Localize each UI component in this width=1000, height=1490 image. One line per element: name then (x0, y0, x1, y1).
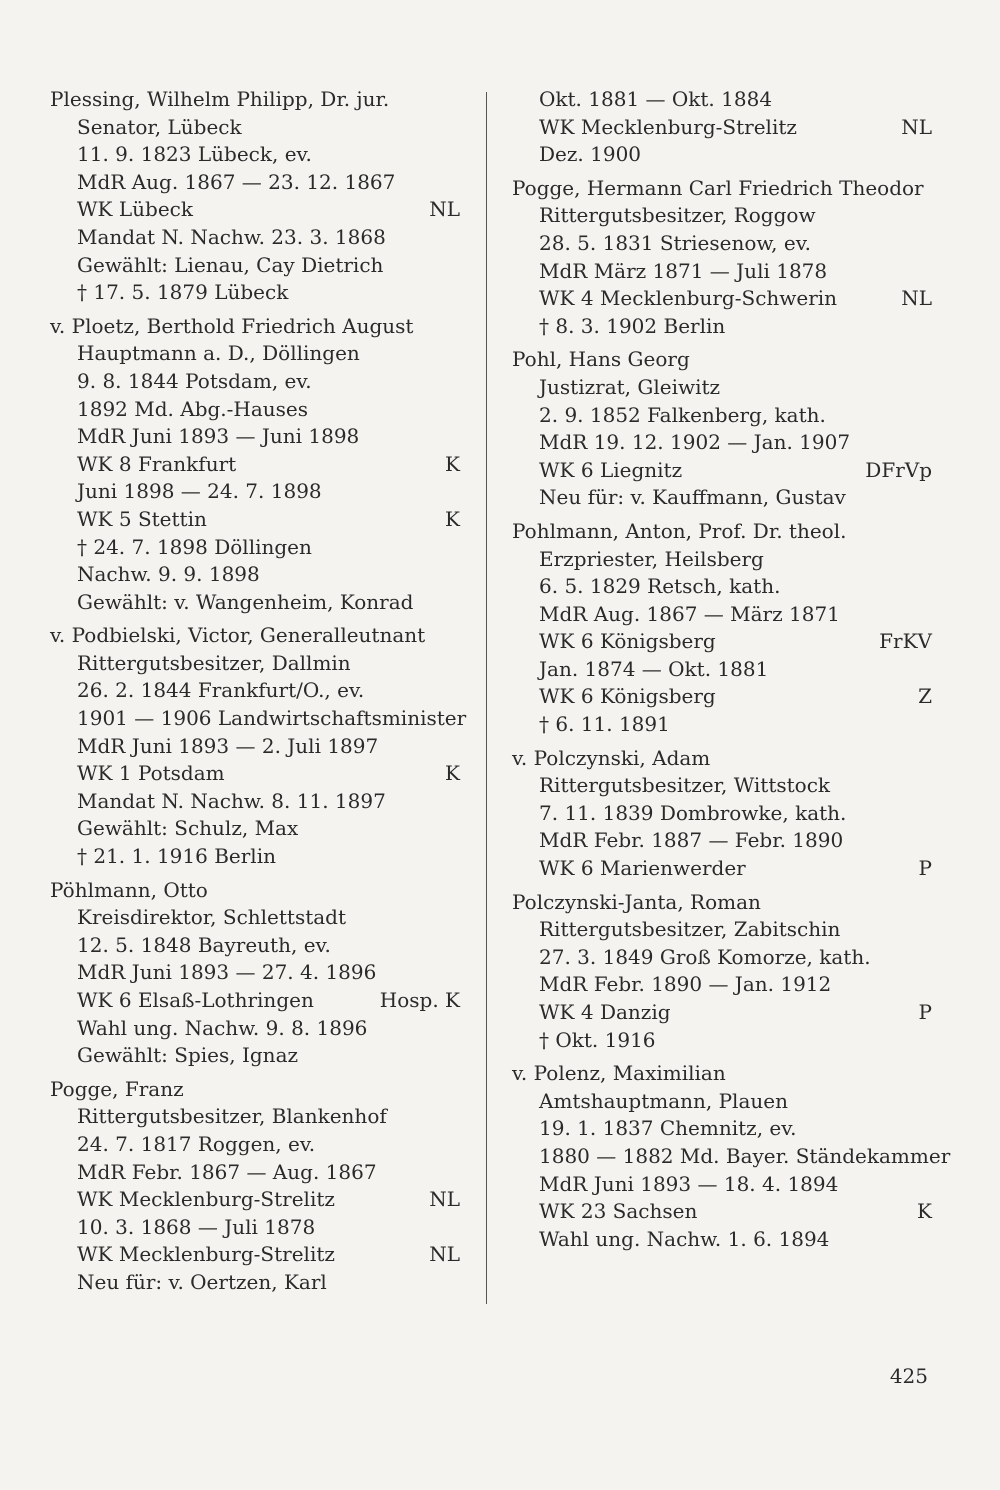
entry-line-text: MdR Juni 1893 — Juni 1898 (77, 424, 360, 449)
entry-line (50, 368, 460, 396)
entry-line-text: Gewählt: Schulz, Max (77, 816, 299, 841)
entry-line (50, 340, 460, 368)
entry-line-text: Gewählt: v. Wangenheim, Konrad (77, 589, 414, 614)
entry-line-text: Juni 1898 — 24. 7. 1898 (77, 479, 322, 504)
entry-line (50, 1186, 460, 1214)
party-label: K (445, 761, 460, 786)
entry-line-text: Wahl ung. Nachw. 1. 6. 1894 (539, 1226, 830, 1251)
entry-line-text: 11. 9. 1823 Lübeck, ev. (77, 142, 312, 167)
entry-line-text: MdR Juni 1893 — 27. 4. 1896 (77, 960, 377, 985)
entry-name-text: v. Polczynski, Adam (512, 745, 711, 770)
entry-line (50, 252, 460, 280)
entry-line-text: WK 6 Marienwerder (539, 856, 746, 881)
biography-entry (50, 622, 467, 870)
entry-line-text: 1892 Md. Abg.-Hauses (77, 396, 309, 421)
entry-line (512, 1226, 932, 1254)
entry-line-text: Erzpriester, Heilsberg (539, 546, 764, 571)
entry-line (512, 457, 932, 485)
entry-line-text: 2. 9. 1852 Falkenberg, kath. (539, 402, 826, 427)
entry-line-text: WK 6 Elsaß-Lothringen (77, 988, 314, 1012)
entry-line (50, 1241, 460, 1269)
entry-line (50, 760, 460, 788)
entry-line (512, 1143, 951, 1171)
entry-line-text: † Okt. 1916 (539, 1027, 656, 1052)
entry-name-text: Pöhlmann, Otto (50, 877, 208, 902)
entry-line-text: Senator, Lübeck (77, 114, 242, 139)
party-label: Z (918, 684, 932, 709)
entry-line (50, 114, 460, 142)
entry-line-text: Rittergutsbesitzer, Zabitschin (539, 917, 841, 942)
party-label: NL (901, 114, 932, 139)
entry-name-text: Polczynski-Janta, Roman (512, 889, 761, 914)
entry-line-text: Rittergutsbesitzer, Roggow (539, 203, 816, 228)
party-label: K (445, 506, 460, 531)
entry-line-text: MdR Febr. 1887 — Febr. 1890 (539, 828, 844, 853)
page-number: 425 (889, 1364, 928, 1388)
entry-line-text: MdR Juni 1893 — 2. Juli 1897 (77, 733, 379, 758)
party-label: NL (901, 286, 932, 311)
biography-entry (50, 877, 460, 1070)
entry-line-text: 12. 5. 1848 Bayreuth, ev. (77, 932, 331, 957)
entry-name (512, 346, 932, 374)
party-label: NL (429, 1187, 460, 1212)
entry-line-text: Wahl ung. Nachw. 9. 8. 1896 (77, 1015, 368, 1040)
entry-name (50, 86, 460, 114)
entry-line-text: WK Mecklenburg-Strelitz (77, 1242, 335, 1267)
entry-line (512, 916, 932, 944)
entry-line (512, 202, 932, 230)
entry-line-text: Rittergutsbesitzer, Dallmin (77, 650, 351, 675)
entry-name (512, 175, 932, 203)
entry-line-text: † 21. 1. 1916 Berlin (77, 844, 276, 869)
entry-line (512, 656, 932, 684)
entry-line (512, 86, 932, 114)
biography-entry (512, 745, 932, 883)
entry-line (512, 683, 932, 711)
entry-line (512, 1115, 932, 1143)
entry-line (50, 506, 460, 534)
entry-line (50, 1269, 460, 1297)
entry-line (50, 932, 460, 960)
entry-name (512, 1060, 932, 1088)
entry-line-text: MdR März 1871 — Juli 1878 (539, 258, 828, 283)
entry-name-text: Plessing, Wilhelm Philipp, Dr. jur. (50, 87, 390, 111)
column-divider (486, 92, 487, 1304)
entry-line (50, 196, 460, 224)
biography-entry (512, 889, 932, 1055)
entry-line (512, 800, 932, 828)
entry-line-text: Justizrat, Gleiwitz (539, 374, 721, 399)
entry-line-text: Dez. 1900 (539, 142, 642, 167)
entry-name-text: v. Podbielski, Victor, Generalleutnant (50, 623, 426, 648)
entry-line (512, 1171, 932, 1199)
biography-entry (50, 1076, 460, 1297)
entry-line-text: WK Lübeck (77, 197, 193, 222)
entry-line (50, 169, 460, 197)
entry-line-text: WK 4 Mecklenburg-Schwerin (539, 286, 838, 311)
entry-line (512, 230, 932, 258)
entry-line-text: WK 4 Danzig (539, 1000, 671, 1024)
entry-line-text: 7. 11. 1839 Dombrowke, kath. (539, 800, 847, 825)
entry-line-text: WK 23 Sachsen (539, 1199, 698, 1224)
entry-line (50, 733, 460, 761)
entry-name (50, 877, 460, 905)
entry-line (512, 285, 932, 313)
entry-line (512, 628, 932, 656)
entry-line (512, 258, 932, 286)
entry-name (50, 1076, 460, 1104)
entry-line (512, 141, 932, 169)
entry-name-text: v. Ploetz, Berthold Friedrich August (50, 313, 414, 338)
biography-entry (512, 86, 932, 169)
entry-line-text: Rittergutsbesitzer, Blankenhof (77, 1104, 387, 1129)
entry-line (50, 987, 460, 1015)
entry-line-text: 27. 3. 1849 Groß Komorze, kath. (539, 944, 871, 969)
entry-line (50, 561, 460, 589)
entry-line-text: Gewählt: Spies, Ignaz (77, 1043, 299, 1068)
entry-line-text: Amtshauptmann, Plauen (539, 1088, 788, 1113)
entry-line (50, 788, 460, 816)
entry-line (50, 478, 460, 506)
biography-entry (50, 313, 460, 617)
party-label: DFrVp (865, 457, 932, 482)
entry-name (512, 518, 932, 546)
entry-line-text: 1880 — 1882 Md. Bayer. Ständekammer (539, 1143, 951, 1168)
entry-line (512, 999, 932, 1027)
entry-line (50, 1042, 460, 1070)
party-label: NL (429, 197, 460, 222)
entry-line-text: MdR Aug. 1867 — 23. 12. 1867 (77, 169, 396, 194)
entry-line (512, 1027, 932, 1055)
entry-line-text: WK Mecklenburg-Strelitz (77, 1187, 335, 1212)
entry-line-text: MdR Aug. 1867 — März 1871 (539, 601, 840, 626)
entry-line-text: Rittergutsbesitzer, Wittstock (539, 773, 831, 798)
party-label: NL (429, 1242, 460, 1267)
entry-line-text: Gewählt: Lienau, Cay Dietrich (77, 252, 384, 277)
entry-name-text: Pohl, Hans Georg (512, 347, 690, 372)
right-column (512, 86, 951, 1253)
entry-line (512, 601, 932, 629)
entry-line-text: MdR Febr. 1890 — Jan. 1912 (539, 972, 832, 997)
entry-line (50, 843, 460, 871)
entry-line-text: 9. 8. 1844 Potsdam, ev. (77, 368, 312, 393)
entry-line (512, 971, 932, 999)
entry-line (50, 279, 460, 307)
entry-name (50, 313, 460, 341)
entry-line-text: Kreisdirektor, Schlettstadt (77, 905, 347, 930)
entry-line (512, 484, 932, 512)
entry-line-text: Neu für: v. Kauffmann, Gustav (539, 485, 846, 510)
entry-line (512, 429, 932, 457)
entry-line (50, 451, 460, 479)
entry-name-text: Pohlmann, Anton, Prof. Dr. theol. (512, 518, 847, 543)
entry-line (512, 827, 932, 855)
entry-line (512, 1198, 932, 1226)
party-label: Hosp. K (379, 988, 460, 1012)
entry-name (50, 622, 460, 650)
entry-line-text: MdR 19. 12. 1902 — Jan. 1907 (539, 430, 851, 455)
entry-line (512, 573, 932, 601)
entry-line-text: 10. 3. 1868 — Juli 1878 (77, 1214, 316, 1239)
entry-line-text: † 6. 11. 1891 (539, 712, 670, 737)
left-column (50, 86, 467, 1297)
entry-line-text: Mandat N. Nachw. 8. 11. 1897 (77, 788, 386, 813)
entry-line (50, 1159, 460, 1187)
entry-line (512, 944, 932, 972)
entry-line (50, 650, 460, 678)
entry-line-text: WK 8 Frankfurt (77, 451, 237, 476)
party-label: K (917, 1199, 932, 1224)
entry-line (512, 855, 932, 883)
entry-line (512, 711, 932, 739)
entry-line (50, 677, 460, 705)
entry-line-text: 6. 5. 1829 Retsch, kath. (539, 574, 781, 599)
entry-line (512, 546, 932, 574)
biography-entry (512, 1060, 951, 1253)
entry-line (50, 1015, 460, 1043)
entry-line (50, 815, 460, 843)
entry-line-text: Hauptmann a. D., Döllingen (77, 341, 360, 366)
party-label: K (445, 451, 460, 476)
entry-line (50, 705, 467, 733)
entry-line-text: 1901 — 1906 Landwirtschaftsminister (77, 706, 467, 731)
entry-line-text: † 8. 3. 1902 Berlin (539, 313, 726, 338)
entry-name (512, 889, 932, 917)
party-label: FrKV (879, 629, 932, 654)
party-label: P (918, 1000, 932, 1024)
entry-line-text: WK 1 Potsdam (77, 761, 225, 786)
entry-line-text: MdR Juni 1893 — 18. 4. 1894 (539, 1171, 839, 1196)
entry-line-text: 19. 1. 1837 Chemnitz, ev. (539, 1116, 797, 1141)
entry-line (512, 374, 932, 402)
entry-line-text: WK 6 Königsberg (539, 684, 716, 709)
entry-name (512, 745, 932, 773)
biography-entry (512, 175, 932, 341)
entry-line-text: Jan. 1874 — Okt. 1881 (539, 656, 769, 681)
entry-line-text: Nachw. 9. 9. 1898 (77, 562, 260, 587)
entry-line (512, 772, 932, 800)
entry-line-text: WK 5 Stettin (77, 506, 207, 531)
entry-line (50, 1214, 460, 1242)
entry-line (50, 589, 460, 617)
entry-line (50, 423, 460, 451)
party-label: P (918, 856, 932, 881)
entry-line (50, 141, 460, 169)
entry-line-text: Okt. 1881 — Okt. 1884 (539, 87, 773, 111)
entry-line-text: Mandat N. Nachw. 23. 3. 1868 (77, 224, 386, 249)
entry-line-text: MdR Febr. 1867 — Aug. 1867 (77, 1159, 377, 1184)
entry-line-text: WK 6 Königsberg (539, 629, 716, 654)
entry-line (512, 402, 932, 430)
entry-line (512, 114, 932, 142)
entry-line (512, 313, 932, 341)
entry-line-text: WK Mecklenburg-Strelitz (539, 114, 797, 139)
entry-line (50, 904, 460, 932)
entry-line-text: † 17. 5. 1879 Lübeck (77, 280, 289, 305)
entry-line (50, 959, 460, 987)
biography-entry (512, 346, 932, 512)
entry-line-text: 24. 7. 1817 Roggen, ev. (77, 1131, 316, 1156)
entry-line (50, 224, 460, 252)
entry-line-text: WK 6 Liegnitz (539, 457, 683, 482)
entry-line (50, 396, 460, 424)
entry-line (50, 1131, 460, 1159)
entry-line (512, 1088, 932, 1116)
entry-line-text: Neu für: v. Oertzen, Karl (77, 1269, 327, 1294)
entry-name-text: v. Polenz, Maximilian (512, 1061, 726, 1086)
entry-name-text: Pogge, Hermann Carl Friedrich Theodor (512, 175, 924, 200)
biography-entry (50, 86, 460, 307)
entry-line (50, 534, 460, 562)
entry-name-text: Pogge, Franz (50, 1076, 184, 1101)
biography-entry (512, 518, 932, 739)
entry-line-text: 28. 5. 1831 Striesenow, ev. (539, 230, 811, 255)
entry-line-text: 26. 2. 1844 Frankfurt/O., ev. (77, 678, 365, 703)
entry-line-text: † 24. 7. 1898 Döllingen (77, 534, 312, 559)
entry-line (50, 1103, 460, 1131)
